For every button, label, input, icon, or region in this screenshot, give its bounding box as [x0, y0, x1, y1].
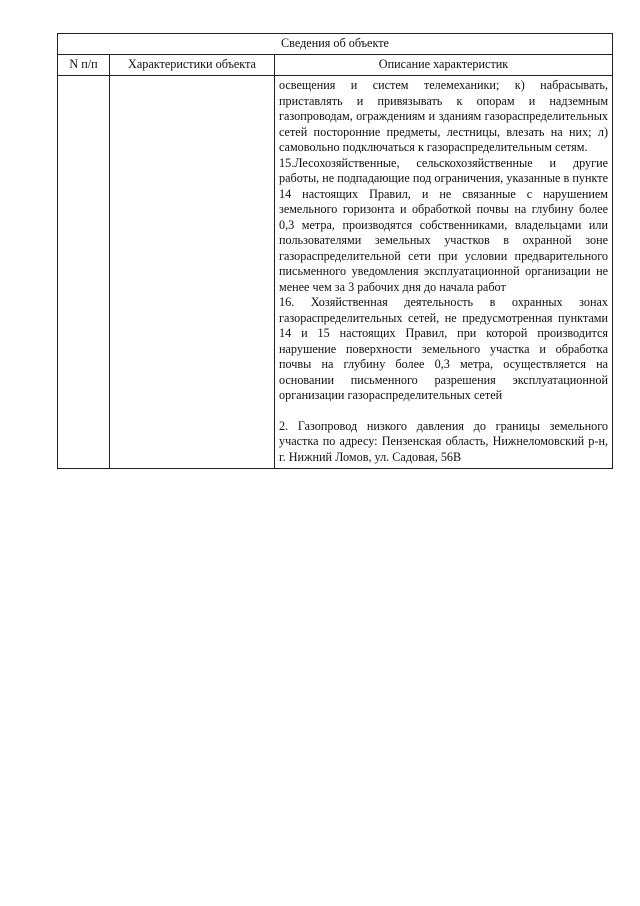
table-header-row: [58, 55, 613, 76]
description-paragraph: освещения и систем телемеханики; к) набрасывать, приставлять и привязывать к опорам и надземным газопроводам, ограждениям и зданиям газораспределительных сетей посторонние предметы, лестницы, влезать на них; л) самовольно подключаться к газораспределительным сетям.: [279, 78, 609, 154]
description-paragraph: 16. Хозяйственная деятельность в охранных зонах газораспределительных сетей, не предусмотренная пунктами 14 и 15 настоящих Правил, при которой производится нарушение поверхности земельного участка и обработка почвы на глубину более 0,3 метра, осуществляется на основании письменного разрешения эксплуатационной организации газораспределительных сетей: [279, 295, 609, 402]
object-info-table: [57, 33, 613, 469]
row-description-cell: [275, 76, 613, 469]
table-title-row: [58, 34, 613, 55]
header-num: N п/п: [58, 55, 110, 76]
description-paragraph: 15.Лесохозяйственные, сельскохозяйственные и другие работы, не подпадающие под ограничения, указанные в пункте 14 настоящих Правил, и не связанные с нарушением земельного горизонта и обработкой почвы на глубину более 0,3 метра, производятся собственниками, владельцами или пользователями земельных участков в охранной зоне газораспределительной сети при условии предварительного письменного уведомления эксплуатационной организации не менее чем за 3 рабочих дня до начала работ: [279, 155, 609, 294]
document-page: [57, 33, 612, 469]
table-title: Сведения об объекте: [58, 34, 613, 55]
header-characteristics: Характеристики объекта: [110, 55, 275, 76]
row-characteristic-cell: [110, 76, 275, 469]
row-num-cell: [58, 76, 110, 469]
description-paragraph: 2. Газопровод низкого давления до границы земельного участка по адресу: Пензенская область, Нижнеломовский р-н, г. Нижний Ломов, ул. Садовая, 56В: [279, 418, 609, 464]
header-description: Описание характеристик: [275, 55, 613, 76]
table-row: [58, 76, 613, 469]
